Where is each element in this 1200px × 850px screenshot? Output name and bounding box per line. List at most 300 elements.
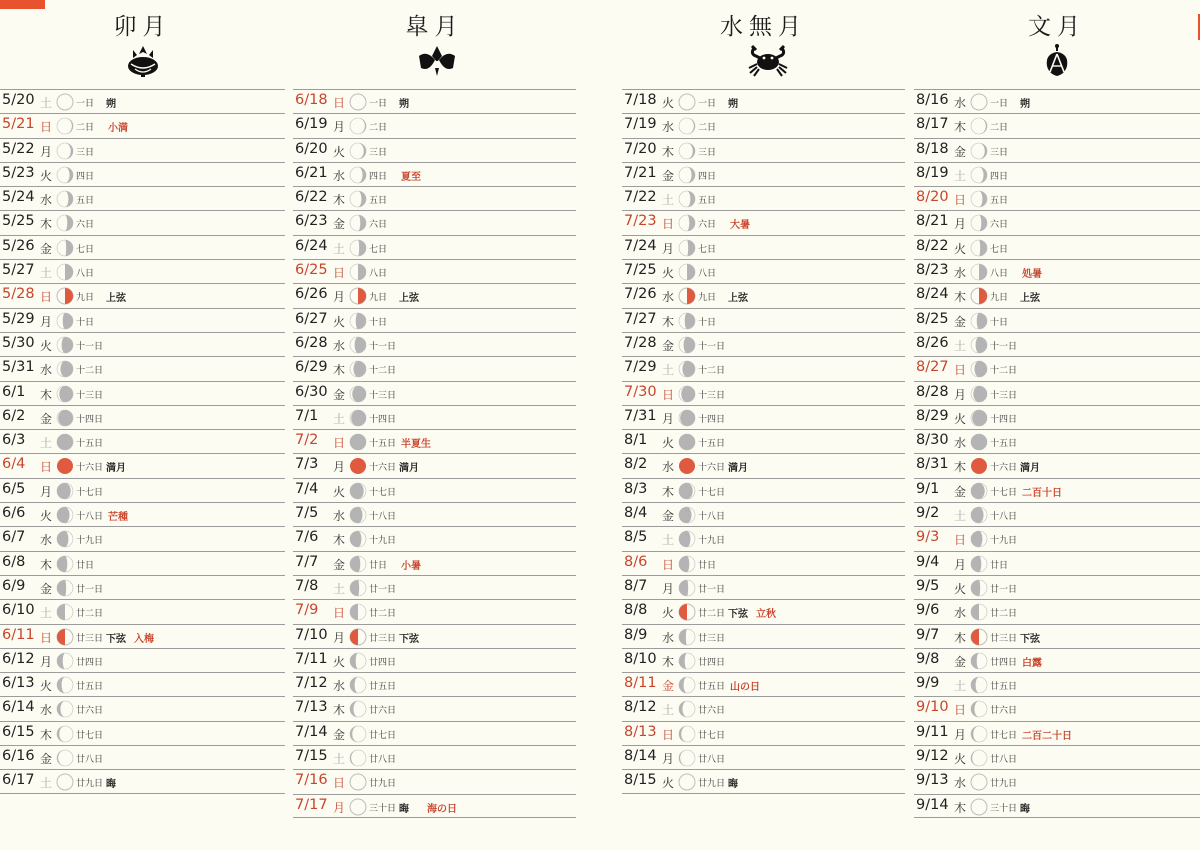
- moon-phase-icon: [678, 336, 696, 358]
- day-row: [293, 162, 576, 186]
- weekday-label: 日: [333, 436, 346, 451]
- moon-phase-icon: [349, 482, 367, 504]
- weekday-label: 水: [333, 168, 346, 183]
- day-row: [293, 794, 576, 818]
- date-label: 5/27: [2, 262, 35, 279]
- moon-phase-icon: [56, 312, 74, 334]
- date-label: 8/5: [624, 529, 648, 546]
- day-row: [0, 138, 285, 162]
- day-row: [293, 186, 576, 210]
- day-row: [293, 235, 576, 259]
- weekday-label: 火: [40, 679, 53, 694]
- lunar-age-label: 十二日: [369, 366, 397, 377]
- day-row: [622, 599, 905, 623]
- day-row: [914, 332, 1200, 356]
- lunar-age-label: 八日: [990, 269, 1009, 280]
- date-label: 9/14: [916, 796, 949, 813]
- weekday-label: 水: [333, 509, 346, 524]
- day-row: [293, 745, 576, 769]
- moon-phase-label: 満月: [1020, 463, 1040, 475]
- weekday-label: 金: [954, 144, 967, 159]
- day-list: [293, 89, 576, 818]
- weekday-label: 土: [40, 606, 53, 621]
- weekday-label: 日: [333, 776, 346, 791]
- moon-phase-icon: [56, 457, 74, 479]
- lunar-age-label: 廿七日: [990, 730, 1018, 741]
- moon-phase-icon: [349, 676, 367, 698]
- day-row: [914, 308, 1200, 332]
- weekday-label: 日: [662, 557, 675, 572]
- lunar-age-label: 十四日: [990, 414, 1018, 425]
- lunar-age-label: 三十日: [990, 803, 1018, 814]
- day-row: [293, 502, 576, 526]
- moon-phase-icon: [678, 652, 696, 674]
- day-row: [0, 283, 285, 307]
- date-label: 6/22: [295, 189, 328, 206]
- moon-phase-icon: [56, 93, 74, 115]
- day-row: [914, 551, 1200, 575]
- weekday-label: 月: [40, 484, 53, 499]
- day-row: [914, 526, 1200, 550]
- date-label: 7/19: [624, 116, 657, 133]
- day-row: [622, 551, 905, 575]
- month-title: 文月: [1028, 14, 1086, 40]
- day-row: [0, 599, 285, 623]
- moon-phase-icon: [678, 506, 696, 528]
- date-label: 7/25: [624, 262, 657, 279]
- lunar-age-label: 廿九日: [698, 779, 726, 790]
- moon-phase-label: 満月: [399, 463, 419, 475]
- moon-phase-icon: [349, 239, 367, 261]
- weekday-label: 木: [333, 533, 346, 548]
- weekday-label: 月: [40, 654, 53, 669]
- weekday-label: 火: [40, 509, 53, 524]
- weekday-label: 月: [333, 120, 346, 135]
- day-row: [622, 745, 905, 769]
- lunar-age-label: 十七日: [76, 487, 104, 498]
- lunar-age-label: 廿二日: [990, 609, 1018, 620]
- lunar-age-label: 廿九日: [369, 779, 397, 790]
- day-row: [622, 624, 905, 648]
- moon-phase-icon: [56, 725, 74, 747]
- moon-phase-icon: [970, 385, 988, 407]
- day-row: [293, 769, 576, 793]
- day-row: [914, 672, 1200, 696]
- weekday-label: 火: [333, 654, 346, 669]
- day-row: [622, 453, 905, 477]
- moon-phase-icon: [970, 93, 988, 115]
- weekday-label: 火: [662, 96, 675, 110]
- moon-phase-icon: [56, 190, 74, 212]
- weekday-label: 金: [954, 484, 967, 499]
- weekday-label: 日: [954, 193, 967, 208]
- moon-phase-icon: [678, 457, 696, 479]
- moon-phase-icon: [678, 360, 696, 382]
- weekday-label: 火: [333, 144, 346, 159]
- lunar-age-label: 九日: [698, 293, 717, 304]
- day-row: [622, 162, 905, 186]
- date-label: 8/11: [624, 675, 657, 692]
- lunar-age-label: 十六日: [369, 463, 397, 474]
- date-label: 7/18: [624, 92, 657, 108]
- day-row: [914, 356, 1200, 380]
- lunar-age-label: 廿日: [698, 560, 717, 571]
- date-label: 7/14: [295, 723, 328, 740]
- lunar-age-label: 十日: [369, 317, 388, 328]
- weekday-label: 木: [954, 290, 967, 305]
- date-label: 7/26: [624, 286, 657, 303]
- moon-phase-icon: [349, 628, 367, 650]
- date-label: 5/28: [2, 286, 35, 303]
- moon-phase-icon: [678, 628, 696, 650]
- moon-phase-label: 朔: [106, 99, 116, 110]
- date-label: 5/20: [2, 92, 35, 108]
- moon-phase-label: 朔: [728, 99, 738, 110]
- lunar-age-label: 廿日: [369, 560, 388, 571]
- day-row: [622, 356, 905, 380]
- date-label: 5/23: [2, 164, 35, 181]
- moon-phase-icon: [349, 555, 367, 577]
- weekday-label: 土: [40, 776, 53, 791]
- date-label: 9/2: [916, 505, 940, 522]
- weekday-label: 木: [662, 654, 675, 669]
- moon-phase-icon: [970, 117, 988, 139]
- date-label: 8/14: [624, 748, 657, 765]
- weekday-label: 火: [954, 411, 967, 426]
- moon-phase-icon: [349, 506, 367, 528]
- date-label: 8/17: [916, 116, 949, 133]
- date-label: 9/8: [916, 650, 940, 667]
- weekday-label: 木: [40, 727, 53, 742]
- day-row: [622, 259, 905, 283]
- moon-phase-icon: [56, 603, 74, 625]
- date-label: 7/1: [295, 407, 319, 424]
- day-row: [622, 283, 905, 307]
- lunar-age-label: 十日: [698, 317, 717, 328]
- moon-phase-icon: [970, 700, 988, 722]
- leaf-crest-icon: [1039, 42, 1075, 78]
- moon-phase-icon: [678, 166, 696, 188]
- moon-phase-label: 上弦: [399, 293, 419, 305]
- date-label: 5/24: [2, 189, 35, 206]
- solar-term-label: 大暑: [730, 220, 750, 232]
- date-label: 5/31: [2, 359, 35, 376]
- weekday-label: 月: [954, 387, 967, 402]
- day-row: [293, 138, 576, 162]
- date-label: 6/6: [2, 505, 26, 522]
- date-label: 7/5: [295, 505, 319, 522]
- moon-phase-icon: [970, 336, 988, 358]
- day-row: [622, 113, 905, 137]
- weekday-label: 土: [662, 363, 675, 378]
- weekday-label: 火: [662, 776, 675, 791]
- lunar-age-label: 七日: [369, 244, 388, 255]
- lunar-age-label: 十六日: [76, 463, 104, 474]
- lunar-age-label: 三日: [369, 147, 388, 158]
- moon-phase-icon: [970, 506, 988, 528]
- date-label: 9/9: [916, 675, 940, 692]
- weekday-label: 土: [40, 96, 53, 110]
- date-label: 5/22: [2, 140, 35, 157]
- lunar-age-label: 十日: [76, 317, 95, 328]
- weekday-label: 日: [954, 363, 967, 378]
- weekday-label: 水: [333, 679, 346, 694]
- day-row: [914, 283, 1200, 307]
- day-row: [914, 210, 1200, 234]
- weekday-label: 火: [954, 241, 967, 256]
- date-label: 7/9: [295, 602, 319, 619]
- weekday-label: 日: [333, 266, 346, 281]
- weekday-label: 木: [333, 703, 346, 718]
- moon-phase-icon: [56, 336, 74, 358]
- moon-phase-icon: [349, 117, 367, 139]
- date-label: 8/6: [624, 553, 648, 570]
- lunar-age-label: 廿九日: [990, 779, 1018, 790]
- day-row: [622, 575, 905, 599]
- date-label: 6/30: [295, 383, 328, 400]
- weekday-label: 金: [40, 581, 53, 596]
- weekday-label: 水: [662, 630, 675, 645]
- moon-phase-icon: [678, 749, 696, 771]
- lunar-age-label: 六日: [76, 220, 95, 231]
- date-label: 8/22: [916, 237, 949, 254]
- lunar-age-label: 廿七日: [369, 730, 397, 741]
- moon-phase-icon: [349, 142, 367, 164]
- lunar-age-label: 十五日: [76, 439, 104, 450]
- lunar-age-label: 十九日: [698, 536, 726, 547]
- solar-term-label: 処暑: [1022, 269, 1042, 281]
- moon-phase-icon: [56, 117, 74, 139]
- weekday-label: 水: [662, 120, 675, 135]
- weekday-label: 水: [954, 266, 967, 281]
- date-label: 8/19: [916, 164, 949, 181]
- weekday-label: 土: [954, 509, 967, 524]
- moon-phase-icon: [56, 166, 74, 188]
- lunar-age-label: 六日: [698, 220, 717, 231]
- weekday-label: 月: [662, 411, 675, 426]
- moon-phase-icon: [970, 530, 988, 552]
- day-row: [293, 648, 576, 672]
- moon-phase-label: 晦: [106, 779, 116, 791]
- weekday-label: 月: [333, 290, 346, 305]
- lunar-age-label: 三日: [76, 147, 95, 158]
- lunar-age-label: 廿一日: [990, 584, 1018, 595]
- day-row: [0, 162, 285, 186]
- day-row: [293, 575, 576, 599]
- date-label: 7/2: [295, 432, 319, 449]
- lunar-age-label: 一日: [369, 99, 388, 109]
- date-label: 6/20: [295, 140, 328, 157]
- solar-term-label: 立秋: [756, 609, 776, 621]
- day-row: [293, 332, 576, 356]
- lunar-age-label: 二日: [369, 123, 388, 134]
- day-row: [914, 721, 1200, 745]
- weekday-label: 土: [954, 679, 967, 694]
- lunar-age-label: 一日: [698, 99, 717, 109]
- lunar-age-label: 十五日: [990, 439, 1018, 450]
- date-label: 6/14: [2, 699, 35, 716]
- moon-phase-icon: [970, 676, 988, 698]
- day-row: [293, 599, 576, 623]
- weekday-label: 金: [333, 387, 346, 402]
- day-row: [293, 672, 576, 696]
- lunar-age-label: 八日: [76, 269, 95, 280]
- date-label: 9/7: [916, 626, 940, 643]
- moon-phase-label: 満月: [728, 463, 748, 475]
- date-label: 8/29: [916, 407, 949, 424]
- moon-phase-icon: [56, 579, 74, 601]
- weekday-label: 水: [40, 703, 53, 718]
- lunar-age-label: 二日: [76, 123, 95, 134]
- moon-phase-icon: [678, 579, 696, 601]
- weekday-label: 木: [662, 314, 675, 329]
- weekday-label: 水: [662, 290, 675, 305]
- lunar-age-label: 廿五日: [76, 682, 104, 693]
- date-label: 6/29: [295, 359, 328, 376]
- date-label: 8/21: [916, 213, 949, 230]
- moon-phase-icon: [678, 676, 696, 698]
- weekday-label: 木: [954, 800, 967, 815]
- lunar-age-label: 十八日: [698, 512, 726, 523]
- date-label: 6/9: [2, 577, 26, 594]
- moon-phase-icon: [349, 603, 367, 625]
- moon-phase-icon: [349, 360, 367, 382]
- date-label: 6/1: [2, 383, 26, 400]
- date-label: 7/7: [295, 553, 319, 570]
- solar-term-label: 海の日: [427, 803, 457, 815]
- moon-phase-icon: [56, 385, 74, 407]
- date-label: 6/17: [2, 772, 35, 789]
- lunar-age-label: 十八日: [990, 512, 1018, 523]
- moon-phase-icon: [970, 628, 988, 650]
- lunar-age-label: 四日: [698, 171, 717, 182]
- day-row: [622, 186, 905, 210]
- date-label: 8/9: [624, 626, 648, 643]
- day-row: [0, 308, 285, 332]
- day-row: [914, 794, 1200, 818]
- day-row: [622, 526, 905, 550]
- lunar-age-label: 廿七日: [698, 730, 726, 741]
- date-label: 7/17: [295, 796, 328, 813]
- day-row: [0, 575, 285, 599]
- lunar-age-label: 廿二日: [369, 609, 397, 620]
- weekday-label: 金: [333, 557, 346, 572]
- moon-phase-icon: [678, 482, 696, 504]
- solar-term-label: 小満: [108, 123, 128, 135]
- date-label: 6/4: [2, 456, 26, 473]
- date-label: 6/28: [295, 334, 328, 351]
- weekday-label: 木: [40, 557, 53, 572]
- day-row: [914, 599, 1200, 623]
- lunar-age-label: 廿九日: [76, 779, 104, 790]
- weekday-label: 月: [333, 460, 346, 475]
- date-label: 6/25: [295, 262, 328, 279]
- moon-phase-icon: [56, 773, 74, 795]
- date-label: 6/8: [2, 553, 26, 570]
- weekday-label: 土: [40, 266, 53, 281]
- moon-phase-label: 下弦: [106, 633, 126, 645]
- day-row: [0, 721, 285, 745]
- lunar-age-label: 一日: [76, 99, 95, 109]
- date-label: 8/24: [916, 286, 949, 303]
- date-label: 7/4: [295, 480, 319, 497]
- lunar-age-label: 廿日: [990, 560, 1009, 571]
- moon-phase-label: 朔: [399, 99, 409, 110]
- weekday-label: 月: [333, 800, 346, 815]
- lunar-age-label: 廿二日: [698, 609, 726, 620]
- moon-phase-icon: [970, 433, 988, 455]
- moon-phase-icon: [56, 409, 74, 431]
- weekday-label: 金: [662, 338, 675, 353]
- weekday-label: 木: [954, 460, 967, 475]
- moon-phase-icon: [678, 287, 696, 309]
- date-label: 6/3: [2, 432, 26, 449]
- moon-phase-icon: [678, 117, 696, 139]
- date-label: 6/11: [2, 626, 35, 643]
- day-row: [0, 453, 285, 477]
- day-row: [622, 210, 905, 234]
- crab-crest-icon: [746, 42, 782, 78]
- lunar-age-label: 十五日: [698, 439, 726, 450]
- weekday-label: 土: [333, 581, 346, 596]
- date-label: 8/28: [916, 383, 949, 400]
- moon-phase-icon: [970, 263, 988, 285]
- weekday-label: 水: [954, 606, 967, 621]
- date-label: 6/26: [295, 286, 328, 303]
- solar-term-label: 夏至: [401, 171, 421, 183]
- moon-phase-icon: [970, 749, 988, 771]
- date-label: 7/8: [295, 577, 319, 594]
- moon-phase-icon: [56, 555, 74, 577]
- day-row: [0, 113, 285, 137]
- date-label: 9/13: [916, 772, 949, 789]
- weekday-label: 水: [40, 193, 53, 208]
- day-row: [293, 721, 576, 745]
- day-row: [0, 526, 285, 550]
- day-row: [0, 210, 285, 234]
- moon-phase-icon: [56, 287, 74, 309]
- weekday-label: 木: [40, 217, 53, 232]
- day-row: [0, 478, 285, 502]
- weekday-label: 火: [333, 314, 346, 329]
- weekday-label: 金: [40, 241, 53, 256]
- moon-phase-label: 晦: [728, 779, 738, 791]
- day-row: [622, 89, 905, 113]
- lunar-age-label: 九日: [76, 293, 95, 304]
- weekday-label: 木: [333, 363, 346, 378]
- date-label: 8/12: [624, 699, 657, 716]
- lunar-age-label: 十九日: [990, 536, 1018, 547]
- moon-phase-icon: [678, 433, 696, 455]
- moon-phase-label: 晦: [399, 803, 409, 815]
- day-row: [0, 624, 285, 648]
- lunar-age-label: 廿五日: [990, 682, 1018, 693]
- weekday-label: 水: [954, 96, 967, 110]
- weekday-label: 火: [954, 752, 967, 767]
- moon-phase-icon: [678, 700, 696, 722]
- lunar-age-label: 廿二日: [76, 609, 104, 620]
- weekday-label: 木: [954, 630, 967, 645]
- lunar-age-label: 廿六日: [369, 706, 397, 717]
- lunar-age-label: 七日: [698, 244, 717, 255]
- day-row: [293, 113, 576, 137]
- iris-crest-icon: [417, 42, 453, 78]
- moon-phase-icon: [678, 190, 696, 212]
- date-label: 7/28: [624, 334, 657, 351]
- moon-phase-label: 満月: [106, 463, 126, 475]
- moon-phase-icon: [349, 287, 367, 309]
- lunar-age-label: 十三日: [990, 390, 1018, 401]
